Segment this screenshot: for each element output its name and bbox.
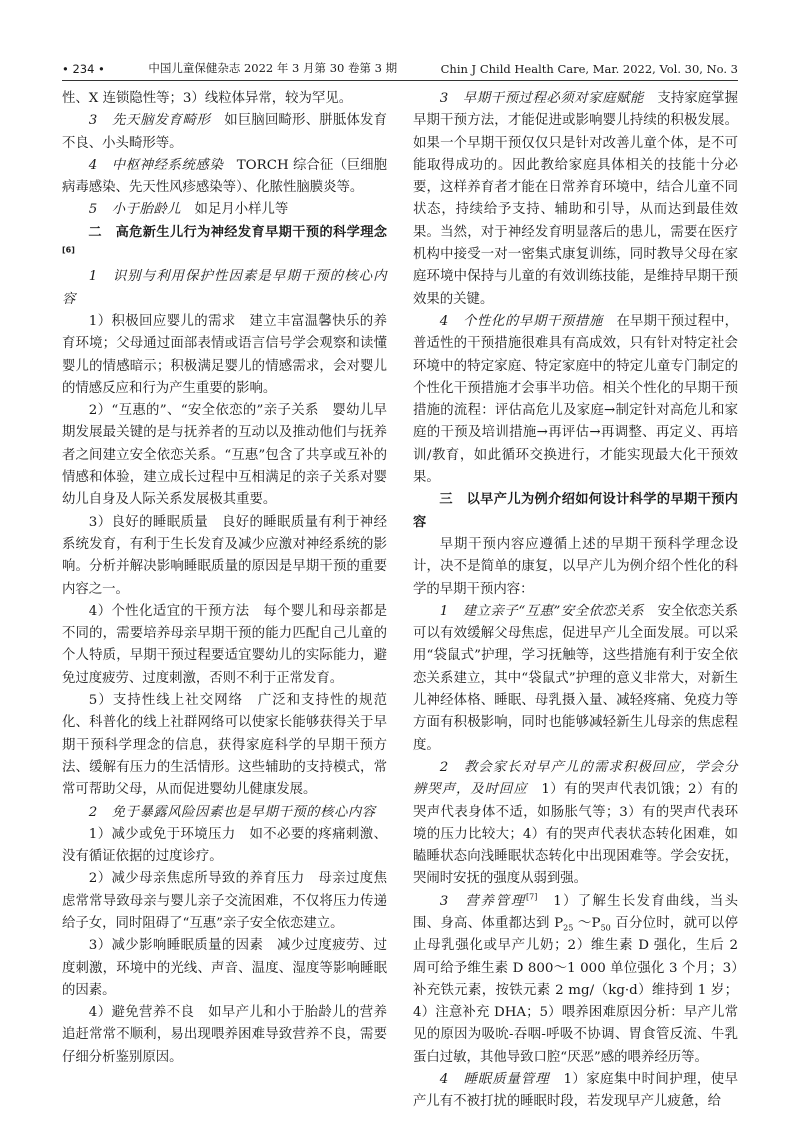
paragraph: 4）避免营养不良 如早产儿和小于胎龄儿的营养追赶常常不顺利，易出现喂养困难导致营养不良，需要仔细分析鉴别原因。	[62, 1005, 387, 1065]
paragraph: 4）个性化适宜的干预方法 每个婴儿和母亲都是不同的，需要培养母亲早期干预的能力匹配自己儿童的个人特质，早期干预过程要适宜婴幼儿的实际能力，避免过度疲劳、过度刺激，否则不利于正常发育。	[62, 603, 387, 686]
paragraph: 1）积极回应婴儿的需求 建立丰富温馨快乐的养育环境；父母通过面部表情或语言信号学会观察和读懂婴儿的情感暗示；积极满足婴儿的情感需求，会对婴儿的情感反应和行为产生重要的影响。	[62, 313, 387, 396]
paragraph: 5）支持性线上社交网络 广泛和支持性的规范化、科普化的线上社群网络可以使家长能够获得关于早期干预科学理念的信息，获得家庭科学的早期干预方法、缓解有压力的生活情形。这些辅助的支持模式，常常可帮助父母，从而促进婴幼儿健康发展。	[62, 693, 387, 798]
section-heading: 二 高危新生儿行为神经发育早期干预的科学理念[6]	[62, 224, 387, 255]
subheading: 4 睡眠质量管理	[439, 1072, 550, 1088]
subheading: 1 建立亲子“互惠”安全依恋关系	[439, 603, 645, 619]
running-header	[62, 52, 738, 81]
subheading: 2 教会家长对早产儿的需求积极回应，学会分辨哭声，及时回应	[413, 759, 738, 798]
paragraph: 4 睡眠质量管理 1）家庭集中时间护理，使早产儿有不被打扰的睡眠时段，若发现早产儿疲惫，给	[413, 1072, 738, 1110]
paragraph: 3 早期干预过程必须对家庭赋能 支持家庭掌握早期干预方法，才能促进或影响婴儿持续的积极发展。如果一个早期干预仅仅只是针对改善儿童个体，是不可能取得成功的。因此教给家庭具体相关的技能十分必要，这样养育者才能在日常养育环境中，结合儿童不同状态，持续给予支持、辅助和引导，从而达到最佳效果。当然，对于神经发育明显落后的患儿，需要在医疗机构中接受一对一密集式康复训练，同时教导父母在家庭环境中保持与儿童的有效训练技能，是维持早期干预效果的关键。	[413, 91, 738, 307]
paragraph: 4 中枢神经系统感染 TORCH 综合征（巨细胞病毒感染、先天性风疹感染等）、化脓性脑膜炎等。	[62, 157, 387, 196]
paragraph: 1 建立亲子“互惠”安全依恋关系 安全依恋关系可以有效缓解父母焦虑，促进早产儿全面发展。可以采用“袋鼠式”护理，学习抚触等，这些措施有利于安全依恋关系建立，其中“袋鼠式”护理的意义非常大，对新生儿神经体格、睡眠、母乳摄入量、减轻疼痛、免疫力等方面有积极影响，同时也能够减轻新生儿母亲的焦虑程度。	[413, 603, 738, 753]
subheading: 1 识别与利用保护性因素是早期干预的核心内容	[62, 269, 387, 307]
journal-title-cn: 中国儿童保健杂志 2022 年 3 月第 30 卷第 3 期	[148, 61, 398, 75]
paragraph: 2）减少母亲焦虑所导致的养育压力 母亲过度焦虑常常导致母亲与婴儿亲子交流困难，不仅将压力传递给子女，同时阻碍了“互惠”亲子安全依恋建立。	[62, 871, 387, 931]
paragraph: 3）减少影响睡眠质量的因素 减少过度疲劳、过度刺激，环境中的光线、声音、温度、湿度等影响睡眠的因素。	[62, 938, 387, 998]
paragraph: 1）减少或免于环境压力 如不必要的疼痛刺激、没有循证依据的过度诊疗。	[62, 826, 387, 865]
right-column	[413, 88, 738, 1114]
left-column	[62, 88, 387, 1069]
subheading: 2 免于暴露风险因素也是早期干预的核心内容	[88, 804, 376, 820]
subheading: 4 个性化的早期干预措施	[439, 313, 604, 329]
journal-title-en: Chin J Child Health Care, Mar. 2022, Vol. 30, No. 3	[440, 62, 738, 76]
subheading: 3 营养管理	[439, 893, 526, 909]
subheading: 4 中枢神经系统感染	[88, 157, 224, 173]
paragraph: 5 小于胎龄儿 如足月小样儿等	[88, 202, 289, 218]
paragraph: 3）良好的睡眠质量 良好的睡眠质量有利于神经系统发育，有利于生长发育及减少应激对神经系统的影响。分析并解决影响睡眠质量的原因是早期干预的重要内容之一。	[62, 514, 387, 597]
subheading: 3 早期干预过程必须对家庭赋能	[439, 91, 644, 106]
paragraph: 2 教会家长对早产儿的需求积极回应，学会分辨哭声，及时回应 1）有的哭声代表饥饿；2）有的哭声代表身体不适，如肠胀气等；3）有的哭声代表环境的压力比较大；4）有的哭声代表状态转化困难，如瞌睡状态向浅睡眠状态转化中出现困难等。学会安抚，哭闹时安抚的强度从弱到强。	[413, 759, 738, 887]
page-number: • 234 •	[62, 62, 105, 76]
subheading: 5 小于胎龄儿	[88, 202, 182, 218]
paragraph: 性、X 连锁隐性等；3）线粒体异常，较为罕见。	[62, 91, 353, 106]
paragraph: 2）“互惠的”、“安全依恋的”亲子关系 婴幼儿早期发展最关键的是与抚养者的互动以及推动他们与抚养者之间建立安全依恋关系。“互惠”包含了共享或互补的情感和体验，建立成长过程中互相满足的亲子关系对婴幼儿自身及人际关系发展极其重要。	[62, 403, 387, 508]
citation: [7]	[526, 892, 538, 902]
paragraph: 4 个性化的早期干预措施 在早期干预过程中，普适性的干预措施很难具有高成效，只有针对特定社会环境中的特定家庭、特定家庭中的特定儿童专门制定的个性化干预措施才会事半功倍。相关个性化的早期干预措施的流程：评估高危儿及家庭→制定针对高危儿和家庭的干预及培训措施→再评估→再调整、再定义、再培训/教育，如此循环交换进行，才能实现最大化干预效果。	[413, 313, 738, 486]
paragraph: 3 营养管理[7] 1）了解生长发育曲线，当头围、身高、体重都达到 $P_{25}$ $\sim P_{50}$ 百分位时，就可以停止母乳强化或早产儿奶；2）维生素 D 强化，生后 2 周可给予维生素 D 800～1 000 单位强化 3 个月；3）补充铁元素，按铁元素 2 mg/（kg·d）维持到 1 岁；4）注意补充 DHA；5）喂养困难原因分析：早产儿常见的原因为吸吮-吞咽-呼吸不协调、胃食管反流、牛乳蛋白过敏，其他导致口腔“厌恶”感的喂养经历等。	[413, 892, 738, 1065]
section-heading: 三 以早产儿为例介绍如何设计科学的早期干预内容	[413, 492, 738, 530]
paragraph: 早期干预内容应遵循上述的早期干预科学理念设计，决不是简单的康复，以早产儿为例介绍个性化的科学的早期干预内容：	[413, 536, 738, 597]
paragraph: 3 先天脑发育畸形 如巨脑回畸形、胼胝体发育不良、小头畸形等。	[62, 113, 388, 151]
subheading: 3 先天脑发育畸形	[88, 113, 211, 129]
citation: [6]	[62, 245, 75, 255]
